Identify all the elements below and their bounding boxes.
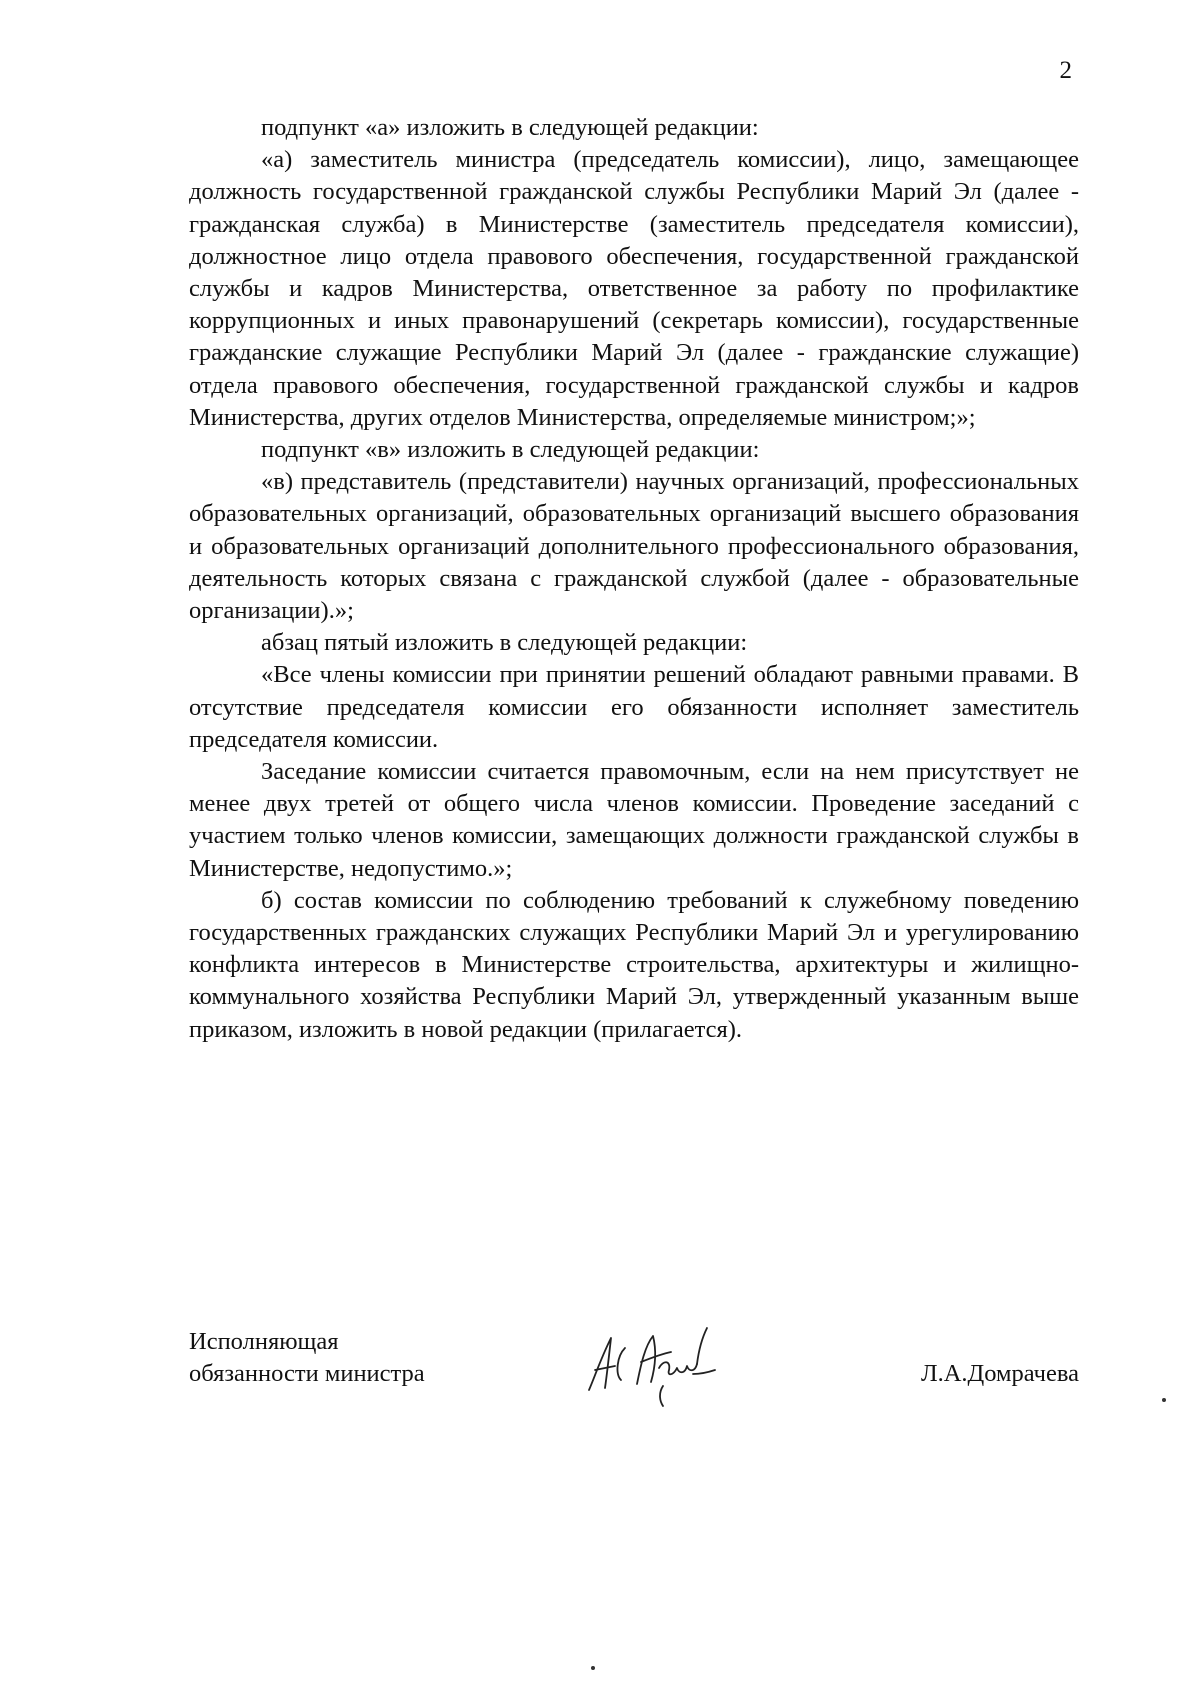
signatory-name: Л.А.Домрачева [920,1360,1079,1387]
page-number: 2 [1059,57,1072,84]
paragraph-item-b: б) состав комиссии по соблюдению требований к служебному поведению государственных гражданских служащих Республики Марий Эл и урегулированию конфликта интересов в Министерстве строительства, архитектуры и жилищно-коммунального хозяйства Республики Марий Эл, утвержденный указанным выше приказом, изложить в новой редакции (прилагается). [189,886,1079,1043]
paragraph-fifth-intro: абзац пятый изложить в следующей редакции: [261,629,748,657]
paragraph-fifth-text: «Все члены комиссии при принятии решений обладают равными правами. В отсутствие председателя комиссии его обязанности исполняет заместитель председателя комиссии. [189,661,1079,753]
signatory-title [189,1326,425,1390]
paragraph-subpoint-v-intro: подпункт «в» изложить в следующей редакции: [261,436,760,464]
paragraph-subpoint-v-text: «в) представитель (представители) научных организаций, профессиональных образовательных организаций, образовательных организаций высшего образования и образовательных организаций дополнительного профессионального образования, деятельность которых связана с гражданской службой (далее - образовательные организации).»; [189,468,1079,625]
paragraph-quorum: Заседание комиссии считается правомочным, если на нем присутствует не менее двух третей от общего числа членов комиссии. Проведение заседаний с участием только членов комиссии, замещающих должности гражданской службы в Министерстве, недопустимо.»; [189,758,1079,882]
signatory-title-line2: обязанности министра [189,1360,425,1388]
handwritten-signature [581,1318,731,1418]
document-body [189,112,1079,1046]
signatory-title-line1: Исполняющая [189,1328,339,1355]
scan-speck [1162,1398,1166,1402]
paragraph-subpoint-a-text: «а) заместитель министра (председатель комиссии), лицо, замещающее должность государственной гражданской службы Республики Марий Эл (далее - гражданская служба) в Министерстве (заместитель председателя комиссии), должностное лицо отдела правового обеспечения, государственной гражданской службы и кадров Министерства, ответственное за работу по профилактике коррупционных и иных правонарушений (секретарь комиссии), государственные гражданские служащие Республики Марий Эл (далее - гражданские служащие) отдела правового обеспечения, государственной гражданской службы и кадров Министерства, других отделов Министерства, определяемые министром;»; [189,146,1079,431]
paragraph-subpoint-a-intro: подпункт «а» изложить в следующей редакции: [261,114,759,141]
scan-speck [591,1666,595,1670]
signature-block [189,1326,1079,1426]
